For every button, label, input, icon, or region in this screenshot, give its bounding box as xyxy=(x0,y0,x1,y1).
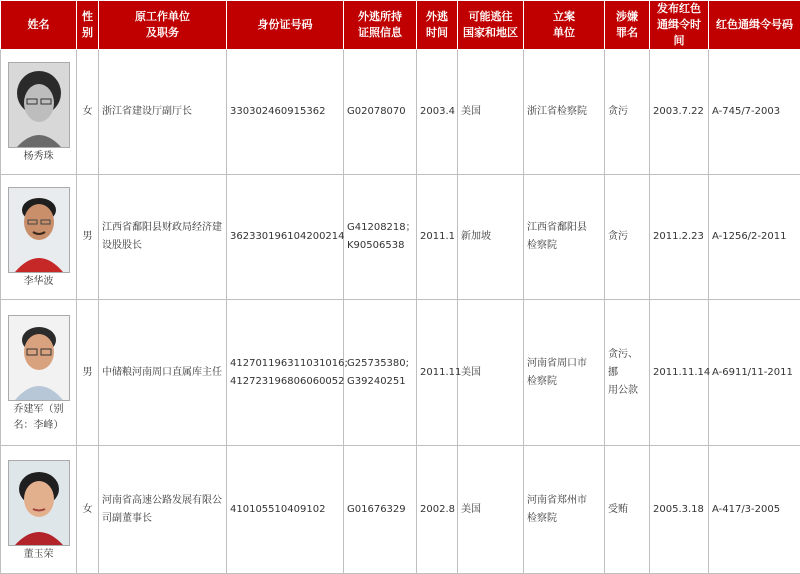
case-unit-cell: 河南省周口市 检察院 xyxy=(524,300,605,446)
header-unit: 原工作单位 及职务 xyxy=(99,1,227,50)
notice-time-cell: 2011.2.23 xyxy=(650,175,709,300)
notice-no-cell: A-6911/11-2011 xyxy=(709,300,800,446)
country-cell: 美国 xyxy=(458,50,524,175)
header-gender: 性 别 xyxy=(77,1,99,50)
passport-cell: G02078070 xyxy=(344,50,417,175)
header-time: 外逃 时间 xyxy=(417,1,458,50)
header-row xyxy=(1,1,800,50)
notice-no-cell: A-1256/2-2011 xyxy=(709,175,800,300)
notice-no-cell: A-417/3-2005 xyxy=(709,446,800,574)
person-cell xyxy=(1,50,77,175)
time-cell: 2003.4 xyxy=(417,50,458,175)
id-cell: 412701196311031016; 412723196806060052 xyxy=(227,300,344,446)
time-cell: 2002.8 xyxy=(417,446,458,574)
portrait-image xyxy=(8,460,70,546)
country-cell: 新加坡 xyxy=(458,175,524,300)
case-unit-cell: 江西省鄱阳县 检察院 xyxy=(524,175,605,300)
portrait-image xyxy=(8,62,70,148)
notice-time-cell: 2003.7.22 xyxy=(650,50,709,175)
crime-cell: 贪污 xyxy=(605,175,650,300)
time-cell: 2011.11 xyxy=(417,300,458,446)
country-cell: 美国 xyxy=(458,300,524,446)
header-notice-no: 红色通缉令号码 xyxy=(709,1,800,50)
gender-cell: 女 xyxy=(77,50,99,175)
header-crime: 涉嫌 罪名 xyxy=(605,1,650,50)
time-cell: 2011.1 xyxy=(417,175,458,300)
notice-time-cell: 2011.11.14 xyxy=(650,300,709,446)
country-cell: 美国 xyxy=(458,446,524,574)
gender-cell: 男 xyxy=(77,175,99,300)
id-cell: 362330196104200214 xyxy=(227,175,344,300)
header-notice-time: 发布红色 通缉令时间 xyxy=(650,1,709,50)
crime-cell: 贪污 xyxy=(605,50,650,175)
crime-cell: 受贿 xyxy=(605,446,650,574)
case-unit-cell: 河南省郑州市 检察院 xyxy=(524,446,605,574)
person-name: 李华波 xyxy=(3,275,74,289)
unit-cell: 江西省鄱阳县财政局经济建 设股股长 xyxy=(99,175,227,300)
person-name: 董玉荣 xyxy=(3,548,74,562)
gender-cell: 女 xyxy=(77,446,99,574)
notice-no-cell: A-745/7-2003 xyxy=(709,50,800,175)
unit-cell: 河南省高速公路发展有限公 司副董事长 xyxy=(99,446,227,574)
table-row xyxy=(1,300,800,446)
unit-cell: 浙江省建设厅副厅长 xyxy=(99,50,227,175)
person-cell xyxy=(1,300,77,446)
header-id: 身份证号码 xyxy=(227,1,344,50)
case-unit-cell: 浙江省检察院 xyxy=(524,50,605,175)
passport-cell: G41208218； K90506538 xyxy=(344,175,417,300)
header-country: 可能逃往 国家和地区 xyxy=(458,1,524,50)
person-name: 乔建军（别 xyxy=(3,403,74,417)
passport-cell: G01676329 xyxy=(344,446,417,574)
unit-cell: 中储粮河南周口直属库主任 xyxy=(99,300,227,446)
id-cell: 410105510409102 xyxy=(227,446,344,574)
passport-cell: G25735380; G39240251 xyxy=(344,300,417,446)
person-alias: 名：李峰） xyxy=(3,419,74,433)
id-cell: 330302460915362 xyxy=(227,50,344,175)
header-case-unit: 立案 单位 xyxy=(524,1,605,50)
person-name: 杨秀珠 xyxy=(3,150,74,164)
person-cell xyxy=(1,446,77,574)
gender-cell: 男 xyxy=(77,300,99,446)
table-row xyxy=(1,175,800,300)
header-passport: 外逃所持 证照信息 xyxy=(344,1,417,50)
portrait-image xyxy=(8,187,70,273)
table-row xyxy=(1,50,800,175)
header-name: 姓名 xyxy=(1,1,77,50)
notice-time-cell: 2005.3.18 xyxy=(650,446,709,574)
crime-cell: 贪污、挪 用公款 xyxy=(605,300,650,446)
table-row xyxy=(1,446,800,574)
person-cell xyxy=(1,175,77,300)
portrait-image xyxy=(8,315,70,401)
